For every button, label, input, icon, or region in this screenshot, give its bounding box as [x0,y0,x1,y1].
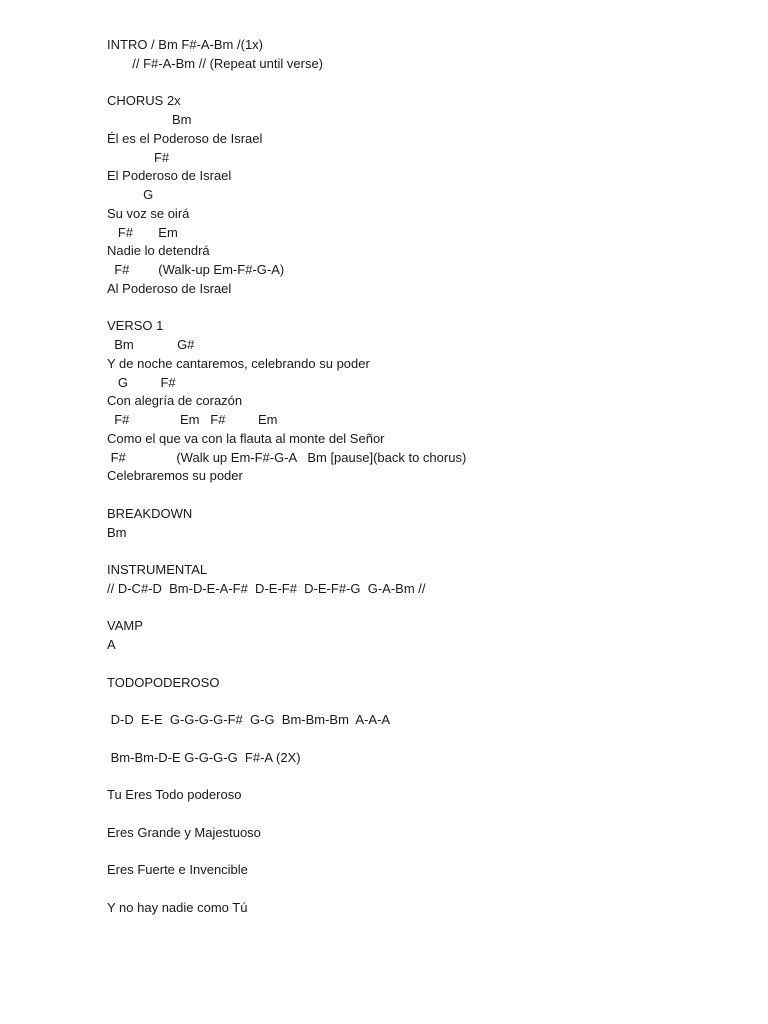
chord-line: G F# [107,374,176,390]
blank-line [107,486,747,505]
chord-sheet [107,36,747,917]
blank-line [107,692,747,711]
blank-line [107,805,747,824]
lyric-line: Con alegría de corazón [107,393,243,409]
lyric-line: Como el que va con la flauta al monte del Señor [107,430,385,446]
lyric-line: Y de noche cantaremos, celebrando su poder [107,355,370,371]
breakdown-heading: BREAKDOWN [107,505,193,521]
chord-line: Bm [107,112,192,127]
verse-heading: VERSO 1 [107,318,164,334]
blank-line [107,880,747,899]
chord-line: F# [107,149,170,165]
blank-line [107,74,747,93]
chord-line: // D-C#-D Bm-D-E-A-F# D-E-F# D-E-F#-G G-A-Bm // [107,580,426,596]
lyric-line: Eres Fuerte e Invencible [107,862,248,877]
blank-line [107,299,747,318]
blank-line [107,767,747,786]
lyric-line: Tu Eres Todo poderoso [107,787,242,802]
lyric-line: Y no hay nadie como Tú [107,899,248,915]
blank-line [107,599,747,618]
chord-line: F# (Walk up Em-F#-G-A Bm [pause](back to chorus) [107,449,467,465]
lyric-line: Él es el Poderoso de Israel [107,130,263,146]
chord-line: G [107,187,154,202]
chord-line: Bm-Bm-D-E G-G-G-G F#-A (2X) [107,749,301,765]
intro-repeat-line: // F#-A-Bm // (Repeat until verse) [107,55,324,71]
chord-line: A [107,637,116,652]
lyric-line: Eres Grande y Majestuoso [107,824,261,840]
chord-line: F# Em [107,224,178,240]
blank-line [107,842,747,861]
lyric-line: Nadie lo detendrá [107,243,210,259]
blank-line [107,655,747,674]
chord-line: F# (Walk-up Em-F#-G-A) [107,262,285,277]
lyric-line: Celebraremos su poder [107,468,243,484]
chorus-heading: CHORUS 2x [107,93,181,109]
chord-line: D-D E-E G-G-G-G-F# G-G Bm-Bm-Bm A-A-A [107,712,391,727]
chord-line: Bm [107,524,127,540]
vamp-heading: VAMP [107,618,143,634]
blank-line [107,542,747,561]
intro-heading: INTRO / Bm F#-A-Bm /(1x) [107,37,263,52]
chord-line: Bm G# [107,337,195,352]
instrumental-heading: INSTRUMENTAL [107,562,208,577]
blank-line [107,730,747,749]
todopoderoso-heading: TODOPODEROSO [107,674,220,690]
lyric-line: El Poderoso de Israel [107,168,232,184]
chord-line: F# Em F# Em [107,412,278,427]
lyric-line: Su voz se oirá [107,205,190,221]
lyric-line: Al Poderoso de Israel [107,280,232,296]
